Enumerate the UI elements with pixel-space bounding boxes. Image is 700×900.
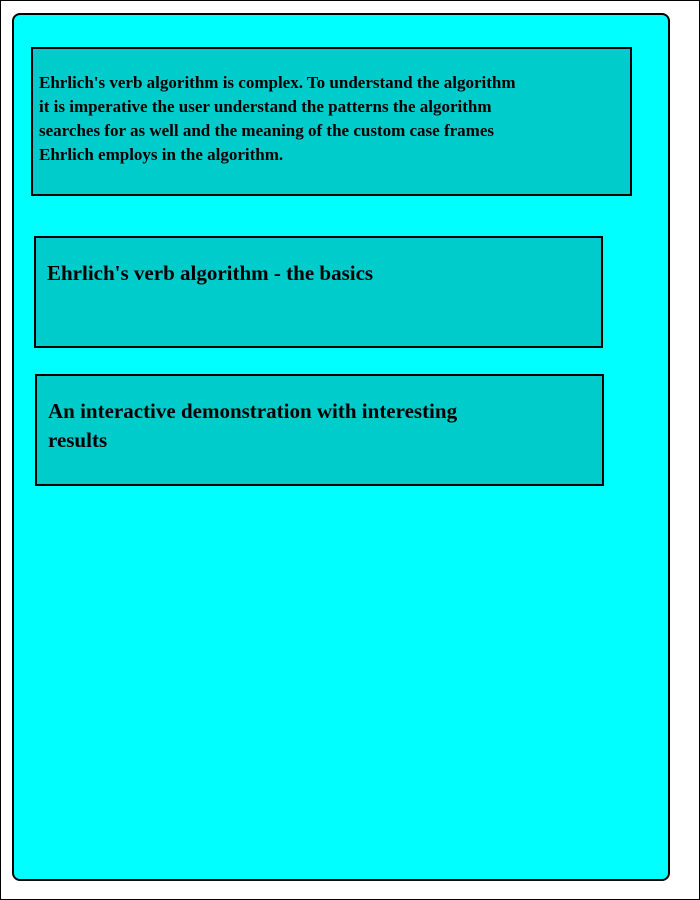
demo-link-box[interactable]	[35, 374, 604, 486]
intro-text: Ehrlich's verb algorithm is complex. To understand the algorithm it is imperative the user understand the patterns the algorithm searches for as well and the meaning of the custom case frames Ehrlich employs in the algorithm.	[39, 73, 516, 164]
demo-link-text[interactable]: An interactive demonstration with interesting results	[48, 399, 458, 452]
basics-link-box[interactable]	[34, 236, 603, 348]
basics-link-text[interactable]: Ehrlich's verb algorithm - the basics	[47, 261, 374, 285]
intro-box	[31, 47, 632, 196]
